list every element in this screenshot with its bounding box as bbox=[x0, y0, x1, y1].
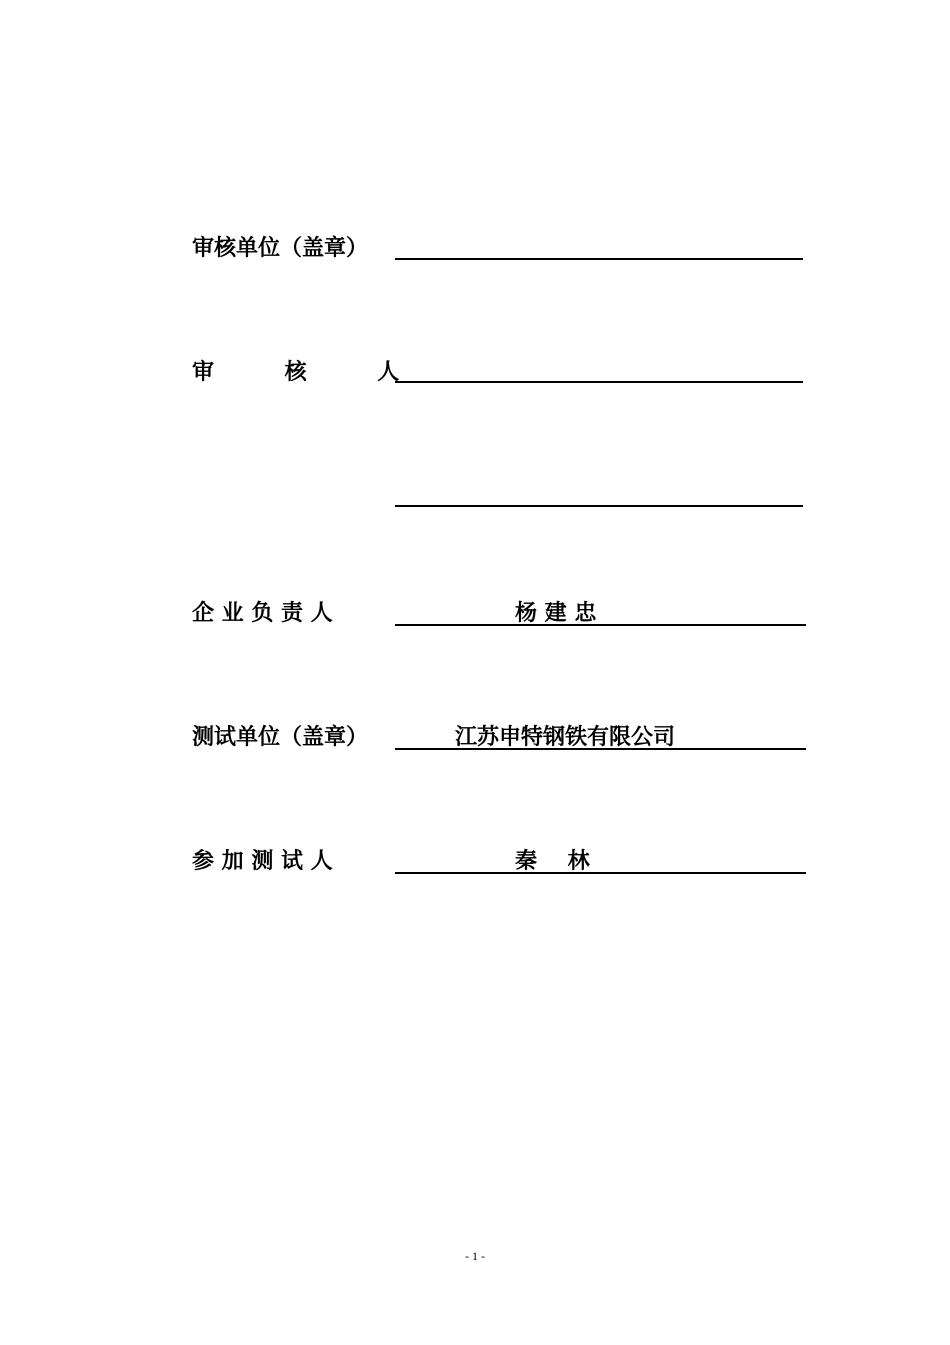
test-participants-value: 秦 林 bbox=[515, 849, 590, 874]
enterprise-head-line bbox=[395, 624, 806, 626]
test-participants-line bbox=[395, 872, 806, 874]
reviewer-label: 审 核 人 bbox=[192, 360, 408, 385]
test-unit-line bbox=[395, 748, 806, 750]
review-unit-label: 审核单位（盖章） bbox=[192, 236, 369, 261]
enterprise-head-value: 杨 建 忠 bbox=[515, 601, 597, 626]
test-participants-label: 参 加 测 试 人 bbox=[192, 849, 333, 874]
reviewer-line bbox=[395, 381, 803, 383]
test-unit-label: 测试单位（盖章） bbox=[192, 725, 369, 750]
page-number: - 1 - bbox=[465, 1249, 485, 1263]
test-unit-value: 江苏申特钢铁有限公司 bbox=[455, 725, 676, 750]
extra-signature-line bbox=[395, 505, 803, 507]
review-unit-line bbox=[395, 258, 803, 260]
enterprise-head-label: 企 业 负 责 人 bbox=[192, 601, 333, 626]
